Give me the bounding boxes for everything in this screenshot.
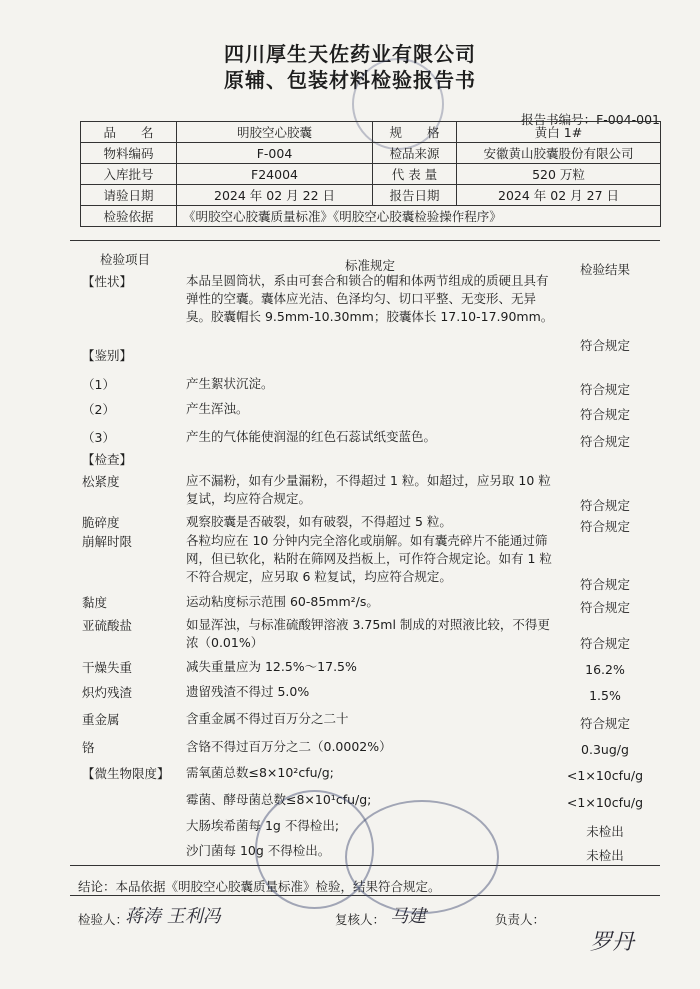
row-item: 重金属	[82, 712, 120, 727]
row-result: 未检出	[586, 824, 624, 839]
row-item: 【检查】	[82, 452, 133, 467]
row-standard: 产生的气体能使润湿的红色石蕊试纸变蓝色。	[186, 429, 437, 444]
rep-date-value: 2024 年 02 月 27 日	[457, 185, 661, 206]
row-result: 符合规定	[579, 716, 630, 731]
code-value: F-004	[177, 143, 373, 164]
inspector-signature: 蒋涛 王利冯	[125, 906, 221, 927]
row-result: 1.5%	[589, 688, 621, 703]
row-result: 符合规定	[579, 519, 630, 534]
spec-label: 规 格	[373, 122, 457, 143]
row-result: 符合规定	[579, 600, 630, 615]
qty-label: 代 表 量	[373, 164, 457, 185]
info-table	[80, 121, 661, 227]
row-item: 【微生物限度】	[82, 766, 170, 781]
batch-label: 入库批号	[81, 164, 177, 185]
row-result: <1×10cfu/g	[566, 795, 644, 810]
col-result-header: 检验结果	[580, 262, 631, 277]
row-standard: 含铬不得过百万分之二（0.0002%）	[186, 739, 392, 754]
row-item: 亚硫酸盐	[82, 618, 133, 633]
row-standard: 本品呈圆筒状，系由可套合和锁合的帽和体两节组成的质硬且具有弹性的空囊。囊体应光洁、色泽均匀、切口平整、无变形、无异臭。胶囊帽长 9.5mm-10.30mm；胶囊体长 17.10-17.90mm。	[186, 273, 554, 324]
row-result: 0.3ug/g	[581, 742, 629, 757]
row-result: 符合规定	[579, 434, 630, 449]
manager-label: 负责人：	[495, 912, 546, 927]
row-item: 【鉴别】	[82, 348, 133, 363]
row-item: 干燥失重	[82, 660, 133, 675]
name-label: 品 名	[81, 122, 177, 143]
row-result: <1×10cfu/g	[566, 768, 644, 783]
row-standard: 需氧菌总数≤8×10²cfu/g;	[186, 765, 334, 780]
row-item: 铬	[82, 740, 95, 755]
col-standard-header: 标准规定	[345, 258, 396, 273]
row-item: （2）	[82, 402, 115, 417]
row-standard: 霉菌、酵母菌总数≤8×10¹cfu/g;	[186, 792, 372, 807]
row-item: 松紧度	[82, 474, 120, 489]
qty-value: 520 万粒	[457, 164, 661, 185]
name-value: 明胶空心胶囊	[177, 122, 373, 143]
row-item: 炽灼残渣	[82, 685, 133, 700]
reviewer-signature: 马建	[390, 906, 426, 927]
row-result: 符合规定	[579, 636, 630, 651]
company-name: 四川厚生天佐药业有限公司	[224, 42, 476, 66]
req-date-value: 2024 年 02 月 22 日	[177, 185, 373, 206]
row-item: 崩解时限	[82, 534, 133, 549]
row-standard: 应不漏粉，如有少量漏粉，不得超过 1 粒。如超过，应另取 10 粒复试，均应符合规定。	[186, 473, 551, 506]
divider-top	[70, 240, 660, 241]
row-standard: 产生浑浊。	[186, 401, 249, 416]
row-standard: 含重金属不得过百万分之二十	[186, 711, 349, 726]
row-item: 脆碎度	[82, 515, 120, 530]
row-result: 符合规定	[579, 407, 630, 422]
row-item: 【性状】	[82, 274, 133, 289]
row-standard: 沙门菌每 10g 不得检出。	[186, 843, 331, 858]
source-value: 安徽黄山胶囊股份有限公司	[457, 143, 661, 164]
row-item: 黏度	[82, 595, 108, 610]
row-item: （3）	[82, 430, 115, 445]
row-standard: 减失重量应为 12.5%～17.5%	[186, 659, 357, 674]
row-standard: 运动粘度标示范围 60-85mm²/s。	[186, 594, 379, 609]
req-date-label: 请验日期	[81, 185, 177, 206]
row-result: 符合规定	[579, 577, 630, 592]
row-standard: 大肠埃希菌每 1g 不得检出;	[186, 818, 340, 833]
row-result: 符合规定	[579, 338, 630, 353]
row-standard: 遗留残渣不得过 5.0%	[186, 684, 310, 699]
report-title: 原辅、包装材料检验报告书	[224, 68, 476, 92]
rep-date-label: 报告日期	[373, 185, 457, 206]
batch-value: F24004	[177, 164, 373, 185]
reviewer-label: 复核人：	[335, 912, 386, 927]
row-result: 符合规定	[579, 382, 630, 397]
code-label: 物料编码	[81, 143, 177, 164]
col-item-header: 检验项目	[100, 252, 151, 267]
manager-signature: 罗丹	[590, 930, 635, 955]
report-number: 报告书编号：F-004-001	[521, 112, 660, 127]
row-standard: 产生絮状沉淀。	[186, 376, 274, 391]
row-result: 符合规定	[579, 498, 630, 513]
spec-value: 黄白 1#	[457, 122, 661, 143]
row-standard: 观察胶囊是否破裂，如有破裂，不得超过 5 粒。	[186, 514, 452, 529]
basis-label: 检验依据	[81, 206, 177, 227]
row-standard: 如显浑浊，与标准硫酸钾溶液 3.75ml 制成的对照液比较，不得更浓（0.01%）	[186, 617, 550, 650]
row-item: （1）	[82, 377, 115, 392]
company-stamp-icon	[345, 800, 499, 914]
conclusion: 结论：本品依据《明胶空心胶囊质量标准》检验，结果符合规定。	[78, 879, 441, 894]
row-result: 未检出	[586, 848, 624, 863]
basis-value: 《明胶空心胶囊质量标准》《明胶空心胶囊检验操作程序》	[177, 206, 661, 227]
row-result: 16.2%	[585, 662, 625, 677]
inspector-label: 检验人：	[78, 912, 129, 927]
source-label: 检品来源	[373, 143, 457, 164]
row-standard: 各粒均应在 10 分钟内完全溶化或崩解。如有囊壳碎片不能通过筛网，但已软化，粘附在筛网及挡板上，可作符合规定论。如有 1 粒不符合规定，应另取 6 粒复试，均应符合规定。	[186, 533, 552, 584]
